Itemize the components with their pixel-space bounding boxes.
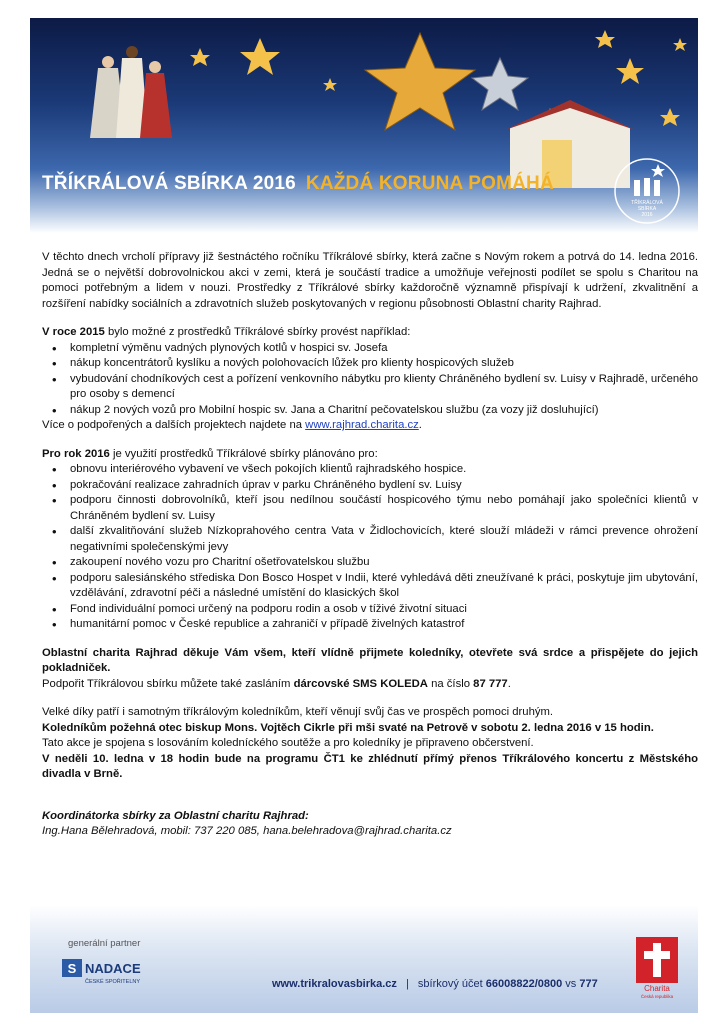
contact-heading: [42, 809, 698, 825]
final-p2: [42, 721, 698, 737]
footer-band: [30, 905, 698, 1013]
thanks-bold: Oblastní charita Rajhrad děkuje Vám všem, kteří vlídně přijmete koledníky, otevřete svá srdce a přispějete do jejich pokladniček.: [42, 646, 698, 674]
banner-title-text: TŘÍKRÁLOVÁ SBÍRKA 2016: [42, 173, 296, 194]
footer-info: [272, 978, 598, 990]
section-2015-lead-bold: V roce 2015: [42, 326, 105, 338]
contact-heading-bold: Koordinátorka sbírky za Oblastní charitu Rajhrad:: [42, 809, 309, 822]
list-item: • nákup 2 nových vozů pro Mobilní hospic sv. Jana a Charitní pečovatelskou službu (za vozy již dosluhující): [42, 403, 698, 419]
section-2015-lead-rest: bylo možné z prostředků Tříkrálové sbírky provést například:: [104, 326, 411, 338]
list-item: • pokračování realizace zahradních úprav v parku Chráněného bydlení sv. Luisy: [42, 478, 698, 494]
account-prefix: sbírkový účet: [417, 978, 486, 990]
trikralova-sbirka-logo: [612, 156, 682, 226]
list-item: • podporu salesiánského střediska Don Bosco Hospet v Indii, které vyhledává děti zneužívané k práci, poskytuje jim ubytování, vzdělávání, zdravotní péči a následné umístění do klasických škol: [42, 571, 698, 602]
partner-label: generální partner: [68, 938, 141, 949]
logo-year: 2016: [641, 212, 653, 218]
sms-end: .: [507, 677, 511, 690]
vs-prefix: vs: [562, 978, 580, 990]
sms-paragraph: [42, 677, 698, 693]
section-2016-lead-bold: Pro rok 2016: [42, 447, 110, 460]
nadace-cs-logo: [62, 957, 152, 987]
final-p2-bold: Koledníkům požehná otec biskup Mons. Vojtěch Cikrle při mši svaté na Petrově v sobotu 2. ledna 2016 v 15 hodin.: [42, 721, 654, 734]
final-p4-bold: V neděli 10. ledna v 18 hodin bude na programu ČT1 ke zhlédnutí přímý přenos Tříkrálového koncertu z Městského divadla v Brně.: [42, 752, 698, 780]
charita-logo: [636, 937, 678, 999]
account-number: 66008822/0800: [485, 978, 563, 990]
list-item: • humanitární pomoc v České republice a zahraničí v případě živelných katastrof: [42, 617, 698, 633]
charita-sub: Česká republika: [640, 994, 674, 999]
partner-sub: ČESKÉ SPOŘITELNY: [85, 979, 141, 985]
sms-number: 87 777: [473, 677, 508, 690]
list-item: • Fond individuální pomoci určený na podporu rodin a osob v tíživé životní situaci: [42, 602, 698, 618]
list-item: • nákup koncentrátorů kyslíku a nových polohovacích lůžek pro klienty hospicových služeb: [42, 356, 698, 372]
logo-line1: TŘÍKRÁLOVÁ: [631, 200, 663, 206]
sms-text-b: na číslo: [427, 677, 474, 690]
section-2015-list: [42, 341, 698, 419]
header-banner: [30, 18, 698, 233]
more-projects-line: [42, 418, 698, 434]
list-item: • zakoupení nového vozu pro Charitní ošetřovatelskou službu: [42, 555, 698, 571]
charita-name: Charita: [644, 984, 670, 993]
vs-number: 777: [579, 978, 598, 990]
rajhrad-charita-link[interactable]: www.rajhrad.charita.cz: [305, 419, 419, 431]
sms-keyword: dárcovské SMS KOLEDA: [293, 677, 428, 690]
section-2016-lead-rest: je využití prostředků Tříkrálové sbírky plánováno pro:: [109, 447, 378, 460]
banner-title: [42, 173, 554, 195]
banner-illustration: [30, 18, 698, 233]
more-projects-end: .: [418, 419, 422, 431]
contact-line: Ing.Hana Bělehradová, mobil: 737 220 085, hana.belehradova@rajhrad.charita.cz: [42, 825, 452, 837]
sms-text-a: Podpořit Tříkrálovou sbírku můžete také zasláním: [42, 677, 294, 690]
list-item: • další zkvalitňování služeb Nízkoprahového centra Vata v Židlochovicích, které slouží mládeži v rámci prevence ohrožení negativními společenskými jevy: [42, 524, 698, 555]
list-item: • vybudování chodníkových cest a pořízení venkovního nábytku pro klienty Chráněného bydlení sv. Luisy v Rajhradě, určeného pro osoby s demencí: [42, 372, 698, 403]
footer-url[interactable]: www.trikralovasbirka.cz: [272, 978, 397, 990]
footer-separator: |: [406, 978, 409, 990]
final-p1: Velké díky patří i samotným tříkrálovým koledníkům, kteří věnují svůj čas ve prospěch pomoci druhým.: [42, 706, 554, 718]
intro-paragraph: V těchto dnech vrcholí přípravy již šestnáctého ročníku Tříkrálové sbírky, která začne s Novým rokem a potrvá do 14. ledna 2016. Jedná se o největší dobrovolnickou akci v zemi, která je součástí tradice a umožňuje veřejnosti podílet se spolu s Charitou na pomoci potřebným a lidem v nouzi. Prostředky z Tříkrálové sbírky každoročně významně přispívají k udržení, zkvalitnění a rozšíření nabídky sociálních a zdravotních služeb poskytovaných v regionu působnosti Oblastní charity Rajhrad.: [42, 251, 698, 310]
list-item: • podporu činnosti dobrovolníků, kteří jsou nedílnou součástí hospicového týmu nebo pomáhají jako společníci klientů v Chráněném bydlení sv. Luisy: [42, 493, 698, 524]
partner-name: NADACE: [85, 961, 141, 976]
list-item: • kompletní výměnu vadných plynových kotlů v hospici sv. Josefa: [42, 341, 698, 357]
svg-text:S: S: [67, 961, 77, 976]
thanks-paragraph: [42, 646, 698, 677]
list-item: • obnovu interiérového vybavení ve všech pokojích klientů rajhradského hospice.: [42, 462, 698, 478]
three-kings-figures: [90, 46, 172, 138]
final-p4: [42, 752, 698, 783]
letter-body: [42, 250, 698, 840]
banner-slogan: KAŽDÁ KORUNA POMÁHÁ: [305, 173, 554, 194]
section-2015-lead: [42, 325, 698, 341]
section-2016-lead: [42, 447, 698, 463]
final-p3: Tato akce je spojena s losováním koledníckého soutěže a pro koledníky je připraveno občerstvení.: [42, 737, 534, 749]
section-2016-list: [42, 462, 698, 633]
more-projects-text: Více o podpořených a dalších projektech najdete na: [42, 419, 306, 431]
origami-star: [365, 33, 475, 130]
logo-line2: SBÍRKA: [637, 206, 657, 212]
